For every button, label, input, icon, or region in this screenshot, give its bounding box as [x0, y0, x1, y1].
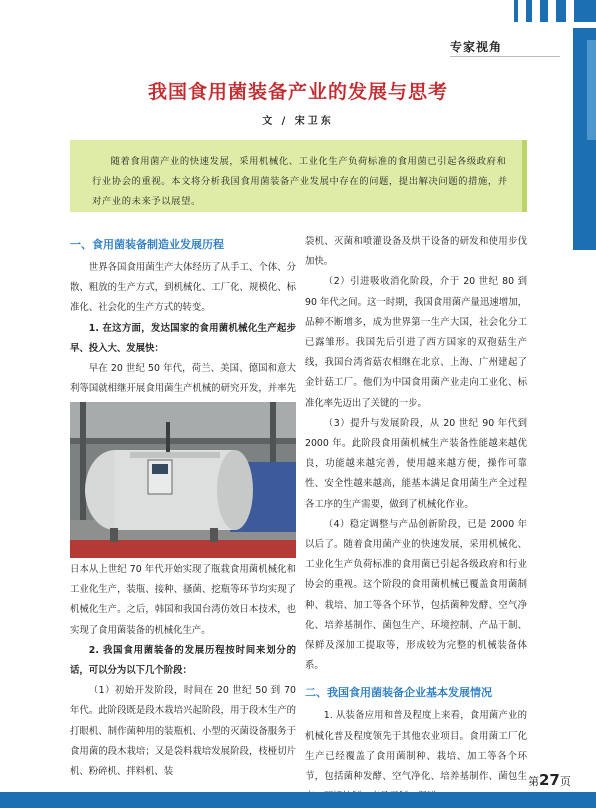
header-stripes [488, 0, 596, 22]
paragraph: 袋机、灭菌和喷灌设备及烘干设备的研发和使用步伐加快。 [305, 236, 527, 268]
section-tag-divider [450, 56, 560, 57]
paragraph: （4）稳定调整与产品创新阶段，已是 2000 年以后了。随着食用菌产业的快速发展，采用机械化、工业化生产负荷标准的食用菌已引起各级政府和行业协会的重视。这个阶段的食用菌机械已覆盖食用菌制种、栽培、加工等各个环节，包括菌种发酵、空气净化、培养基制作、菌包生产、环境控制、产品干制、保鲜及深加工提取等，形成较为完整的机械装备体系。 [305, 518, 527, 672]
footer-bar [0, 792, 596, 808]
paragraph: 日本从上世纪 70 年代开始实现了瓶栽食用菌机械化和工业化生产，装瓶、接种、搔菌、挖瓶等环节均实现了机械化生产。之后，韩国和我国台湾仿效日本技术，也实现了食用菌装备的机械化生产。 [70, 564, 296, 636]
paragraph-point-1: 1. 在这方面，发达国家的食用菌机械化生产起步早、投入大、发展快： [70, 322, 296, 354]
paragraph: （3）提升与发展阶段，从 20 世纪 90 年代到 2000 年。此阶段食用菌机械生产装备性能越来越优良，功能越来越完善，使用越来越方便，操作可靠性、安全性越来越高，能基本满足食用菌生产全过程各工序的生产需要，做到了机械化作业。 [305, 417, 527, 510]
section-heading-2: 二、我国食用菌装备企业基本发展情况 [305, 686, 492, 700]
autoclave-illustration [70, 402, 296, 558]
page-prefix: 第 [528, 775, 539, 788]
section-tag: 专家视角 [450, 40, 503, 54]
section-heading-1: 一、食用菌装备制造业发展历程 [70, 238, 224, 251]
equipment-photo [70, 402, 296, 558]
left-column-bottom [70, 560, 296, 782]
abstract-text: 随着食用菌产业的快速发展，采用机械化、工业化生产负荷标准的食用菌已引起各级政府和行业协会的重视。本文将分析我国食用菌装备产业发展中存在的问题，提出解决问题的措施，并对产业的未来予以展望。 [92, 156, 508, 207]
paragraph: 1. 从装备应用和普及程度上来看，食用菌产业的机械化普及程度领先于其他农业项目。食用菌工厂化生产已经覆盖了食用菌制种、栽培、加工等各个环节，包括菌种发酵、空气净化、培养基制作、菌包生 [305, 710, 527, 783]
article-title: 我国食用菌装备产业的发展与思考 [147, 81, 448, 103]
right-column [305, 232, 527, 807]
paragraph: （2）引进吸收消化阶段，介于 20 世纪 80 到 90 年代之间。这一时期，我国食用菌产量迅速增加，品种不断增多，成为世界第一生产大国，社会化分工已露雏形。我国先后引进了西方国家的双孢菇生产线，我国台湾省菇农相继在北京、上海、广州建起了金针菇工厂。他们为中国食用菌产业走向工业化、标准化率先迈出了关键的一步。 [305, 276, 527, 409]
page-number-value: 27 [539, 771, 560, 789]
abstract-accent-bar [522, 140, 527, 212]
paragraph: 早在 20 世纪 50 年代，荷兰、美国、德国和意大利等国就相继开展食用菌生产机械的研究开发，并率先 [70, 363, 296, 395]
paragraph: （1）初始开发阶段，时间在 20 世纪 50 到 70 年代。此阶段既是段木栽培兴起阶段，用于段木生产的打眼机、制作菌种用的装瓶机、小型的灭菌设备服务于食用菌的段木栽培；又是袋料栽培发展阶段，枝桠切片机、粉碎机、拌料机、装 [70, 685, 296, 778]
paragraph: 世界各国食用菌生产大体经历了从手工、个体、分散、粗放的生产方式，到机械化、工厂化、规模化、标准化、社会化的生产方式的转变。 [70, 262, 296, 314]
left-column-top [70, 232, 296, 420]
page-number [528, 771, 571, 789]
page-suffix: 页 [559, 775, 571, 788]
byline: 文 / 宋卫东 [262, 116, 334, 127]
paragraph-point-2: 2. 我国食用菌装备的发展历程按时间来划分的话，可以分为以下几个阶段： [70, 644, 296, 677]
abstract-box [70, 140, 522, 212]
